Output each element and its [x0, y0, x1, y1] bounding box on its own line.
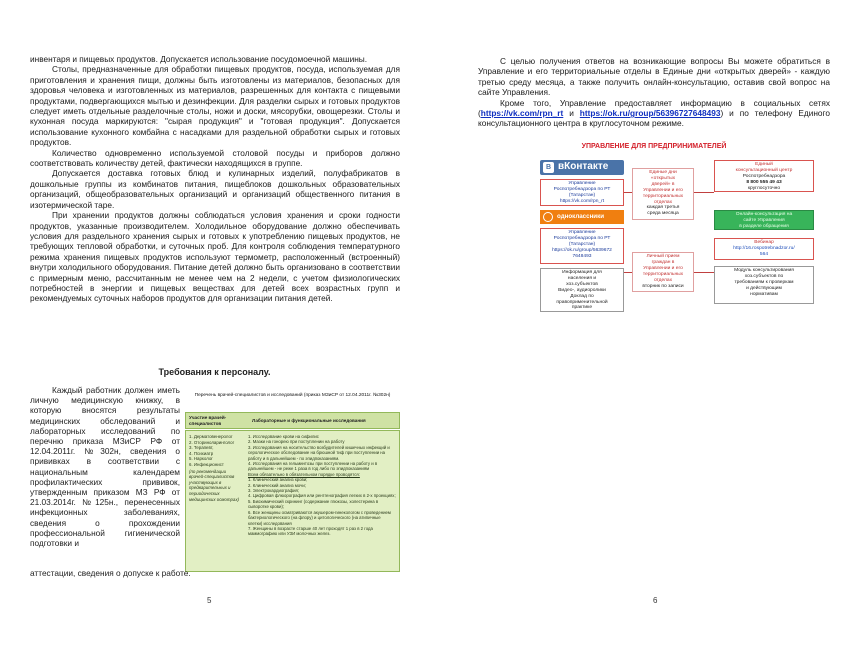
arrow-connector [694, 192, 714, 193]
spec-table-title: Перечень врачей-специалистов и исследований (приказ МЗиСР от 12.04.2011г. №302н) [194, 393, 391, 398]
para-delivery: Допускается доставка готовых блюд и кулинарных изделий, полуфабрикатов в дошкольные группы из комбинатов питания, пищеблоков дошкольных образовательных организаций, общеобразовательных организаций и организаций общественного питания в изотермической таре. [30, 168, 400, 210]
page-5-body [30, 54, 400, 304]
specialists-table-image [185, 392, 400, 572]
spec-table-header [185, 412, 400, 429]
arrow-connector [624, 192, 632, 193]
info-title: УПРАВЛЕНИЕ ДЛЯ ПРЕДПРИНИМАТЕЛЕЙ [581, 143, 727, 150]
vk-logo-icon: В [543, 162, 554, 173]
ok-box: Управление Роспотребнадзора по РТ (Татарстан) https://ok.ru/group/5639672 7648493 [540, 228, 624, 264]
spec-doctors-list: 1. Дерматовенеролог 2. Оториноларинголог 3. Терапевт, 4. Психиатр 5. Нарколог 6. Инфекционист (по рекомендации врачей-специалистов участвующих в предварительных и периодических медицинских осмотрах) [189, 434, 240, 502]
ok-logo-icon [543, 212, 553, 222]
page-number-left: 5 [207, 596, 212, 605]
vk-box: Управление Роспотребнадзора по РТ (Татарстан) https://vk.com/rpn_rt [540, 179, 624, 206]
para-storage: При хранении продуктов должны соблюдаться условия хранения и сроки годности продуктов, указанные производителем. Холодильное оборудование должно обеспечивать условия для раздельного хранения сырых и готовых к употреблению пищевых продуктов, не требующих тепловой обработки, и суточных проб. Для контроля соблюдения температурного режима хранения пищевых продуктов используют термометр, расположенный (встроенный) внутри холодильного оборудования. Питание детей должно быть организовано в соответствии с примерным меню, рассчитанным не менее чем на 2 недели, с учетом физиологических потребностей в энергии и пищевых веществах для детей всех возрастных групп и рекомендуемых суточных наборов продуктов для организации питания детей. [30, 210, 400, 304]
personnel-tail: аттестации, сведения о допуске к работе. [30, 568, 191, 578]
vk-banner: В вКонтакте [540, 160, 624, 175]
link-vk[interactable]: https://vk.com/rpn_rt [480, 108, 564, 119]
personnel-text: Каждый работник должен иметь личную медицинскую книжку, в которую вносятся результаты медицинских обследований и лабораторных исследований по перечню приказа МЗиСР РФ от 12.04.2011г. №302н, сведения о прививках в соответствии с национальным календарем профилактических прививок, утвержденным приказом МЗ РФ от 21.03.2014г. №125н., перенесенных инфекционных заболеваниях, сведения о прохождении профессиональной гигиенической подготовки и [30, 385, 180, 549]
para-intro: инвентаря и пищевых продуктов. Допускается использование посудомоечной машины. [30, 54, 368, 64]
spec-col-doctors: Участие врачей-специалистов [189, 415, 227, 426]
para-feedback: С целью получения ответов на возникающие вопросы Вы можете обратиться в Управление и его территориальные отделы в Единые дни «открытых дверей» - каждую третью среду месяца, а также получить онлайн-консультацию, оставив свой вопрос на сайте Управления. [478, 56, 830, 98]
para-tables: Столы, предназначенные для обработки пищевых продуктов, посуда, используемая для приготовления и хранения пищи, должны быть изготовлены из материалов, безопасных для здоровья человека и изготовленных из материалов, разрешенных для контакта с пищевыми продуктами, подвергающихся мытью и дезинфекции. Для разделки сырых и готовых продуктов следует иметь отдельные разделочные столы, ножи и доски, мясорубки, овощерезки. Столы и кухонная посуда маркируются: "сырая продукция" и "готовая продукция". Допускается использование кухонного комбайна с насадками для раздельной обработки сырых и готовых продуктов. [30, 64, 400, 148]
link-ok[interactable]: https://ok.ru/group/56396727648493 [579, 108, 721, 119]
open-days-box: Единые дни «открытых дверей» в Управлении и его территориальных отделах каждая третья среда месяца [632, 168, 694, 220]
consulting-module-box: Модуль консультирования хоз.субъектов по требованиям к проверкам и действующим нормативам [714, 266, 814, 304]
infographic [534, 154, 824, 314]
page-6-body [478, 56, 830, 129]
webinar-box: Вебинар http://16.rospotrebnadzor.ru/ 564 [714, 238, 814, 260]
page-number-right: 6 [653, 596, 658, 605]
spec-studies-list: 1. Исследование крови на сифилис 2. Мазки на гонорею при поступлении на работу 3. Исследования на носительство возбудителей кишечных инфекций и серологическое обследование на брюшной тиф при поступлении на работу и в дальнейшем - по эпидпоказаниям. 4. Исследования на гельминтозы при поступлении на работу и в дальнейшем - не реже 1 раза в год либо по эпидпоказаниям Всем обязательно в обязательном порядке проводятся: 1. Клинический анализ крови; 2. Клинический анализ мочи; 3. Электрокардиография; 4. Цифровая флюорография или рентгенография легких в 2-х проекциях; 5. Биохимический скрининг (содержание глюкозы, холестерина в сыворотке крови); 6. Все женщины осматриваются акушером-гинекологом с проведением бактериологического (на флору) и цитологического (на атипичные клетки) исследования 7. Женщины в возрасте старше 40 лет проходят 1 раз в 2 года маммографию или УЗИ молочных желез. [248, 434, 396, 537]
ok-banner: одноклассники [540, 210, 624, 224]
para-count: Количество одновременно используемой столовой посуды и приборов должно соответствовать количеству детей, фактически находящихся в группе. [30, 147, 400, 169]
arrow-connector [694, 272, 714, 273]
online-consultation-box: Онлайн-консультация на сайте Управления в разделе обращения [714, 210, 814, 230]
para-social: Кроме того, Управление предоставляет информацию в социальных сетях (https://vk.com/rpn_rt и https://ok.ru/group/56396727648493) и по телефону Единого консультационного центра в круглосуточном режиме. [478, 97, 831, 129]
hotline-box: Единый консультационный центр Роспотребнадзора 8 800 555 49 43 круглосуточно [714, 160, 814, 192]
section-title-personnel: Требования к персоналу. [158, 367, 271, 377]
info-materials-box: Информация для населения и хоз.субъектов Видео-, аудиоролики Доклад по правоприменительной практике [540, 268, 624, 312]
arrow-connector [624, 272, 632, 273]
personal-reception-box: Личный прием граждан в Управлении и его территориальных отделах вторник по записи [632, 252, 694, 292]
spec-col-studies: Лабораторные и функциональные исследования [252, 418, 366, 423]
spec-table-body [185, 430, 400, 572]
